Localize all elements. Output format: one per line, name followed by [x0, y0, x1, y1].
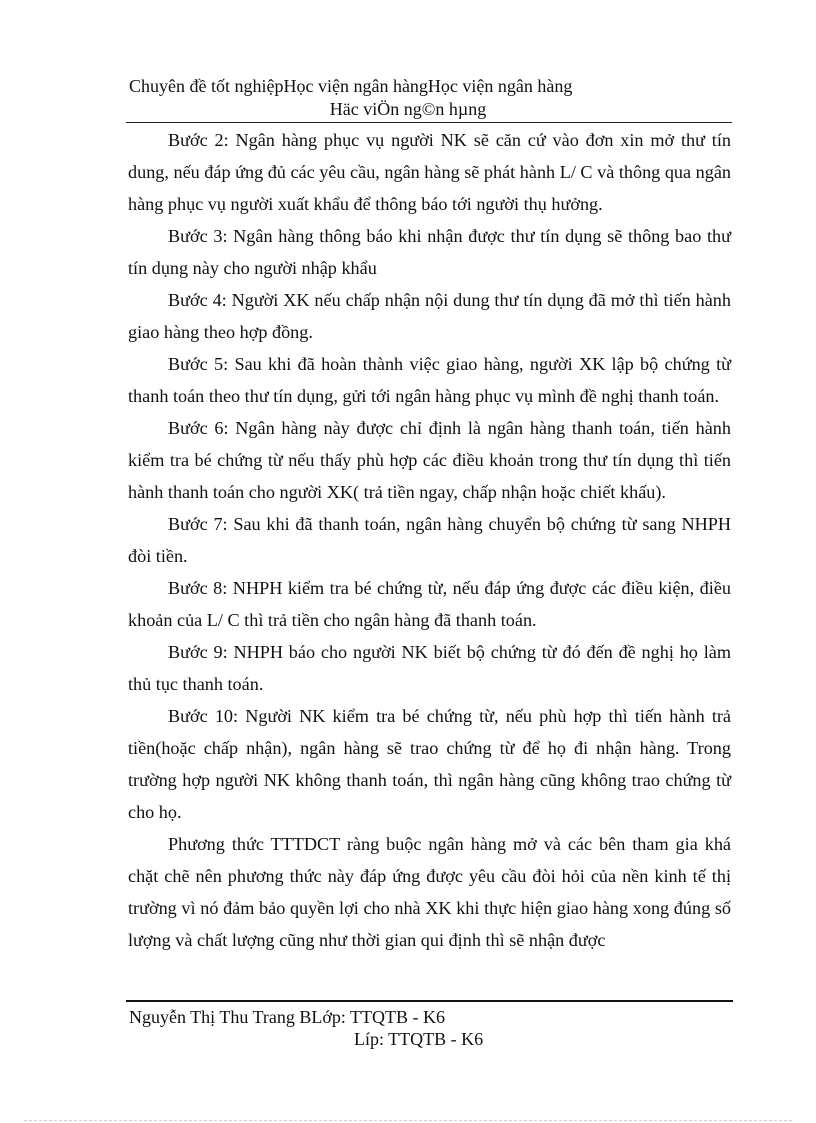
footer-divider [126, 1000, 733, 1002]
document-body [128, 124, 731, 956]
paragraph-summary: Phương thức TTTDCT ràng buộc ngân hàng mở và các bên tham gia khá chặt chẽ nên phương thức này đáp ứng được yêu cầu đòi hỏi của nền kinh tế thị trường vì nó đảm bảo quyền lợi cho nhà XK khi thực hiện giao hàng xong đúng số lượng và chất lượng cũng như thời gian qui định thì sẽ nhận được [128, 834, 731, 950]
paragraph-step-4: Bước 4: Người XK nếu chấp nhận nội dung thư tín dụng đã mở thì tiến hành giao hàng theo hợp đồng. [128, 290, 731, 342]
header-divider [126, 122, 732, 123]
paragraph-step-2: Bước 2: Ngân hàng phục vụ người NK sẽ căn cứ vào đơn xin mở thư tín dung, nếu đáp ứng đủ các yêu cầu, ngân hàng sẽ phát hành L/ C và thông qua ngân hàng phục vụ người xuất khẩu để thông báo tới người thụ hưởng. [128, 130, 731, 214]
page-header-subtitle: Häc viÖn ng©n hµng [329, 99, 487, 119]
page-footer-class: Líp: TTQTB - K6 [354, 1029, 484, 1049]
page-edge [24, 1120, 792, 1121]
page-footer-author: Nguyễn Thị Thu Trang BLớp: TTQTB - K6 [129, 1007, 446, 1027]
paragraph-step-10: Bước 10: Người NK kiểm tra bé chứng từ, nếu phù hợp thì tiến hành trả tiền(hoặc chấp nhận), ngân hàng sẽ trao chứng từ để họ đi nhận hàng. Trong trường hợp người NK không thanh toán, thì ngân hàng cũng không trao chứng từ cho họ. [128, 706, 731, 822]
paragraph-step-9: Bước 9: NHPH báo cho người NK biết bộ chứng từ đó đến đề nghị họ làm thủ tục thanh toán. [128, 642, 731, 694]
paragraph-step-5: Bước 5: Sau khi đã hoàn thành việc giao hàng, người XK lập bộ chứng từ thanh toán theo thư tín dụng, gửi tới ngân hàng phục vụ mình đề nghị thanh toán. [128, 354, 731, 406]
paragraph-step-7: Bước 7: Sau khi đã thanh toán, ngân hàng chuyển bộ chứng từ sang NHPH đòi tiền. [128, 514, 731, 566]
page-header-title: Chuyên đề tốt nghiệpHọc viện ngân hàngHọc viện ngân hàng [129, 76, 573, 96]
paragraph-step-6: Bước 6: Ngân hàng này được chỉ định là ngân hàng thanh toán, tiến hành kiểm tra bé chứng từ nếu thấy phù hợp các điều khoản trong thư tín dụng thì tiến hành thanh toán cho người XK( trả tiền ngay, chấp nhận hoặc chiết khấu). [128, 418, 731, 502]
paragraph-step-8: Bước 8: NHPH kiểm tra bé chứng từ, nếu đáp ứng được các điều kiện, điều khoản của L/ C thì trả tiền cho ngân hàng đã thanh toán. [128, 578, 731, 630]
paragraph-step-3: Bước 3: Ngân hàng thông báo khi nhận được thư tín dụng sẽ thông bao thư tín dụng này cho người nhập khẩu [128, 226, 731, 278]
